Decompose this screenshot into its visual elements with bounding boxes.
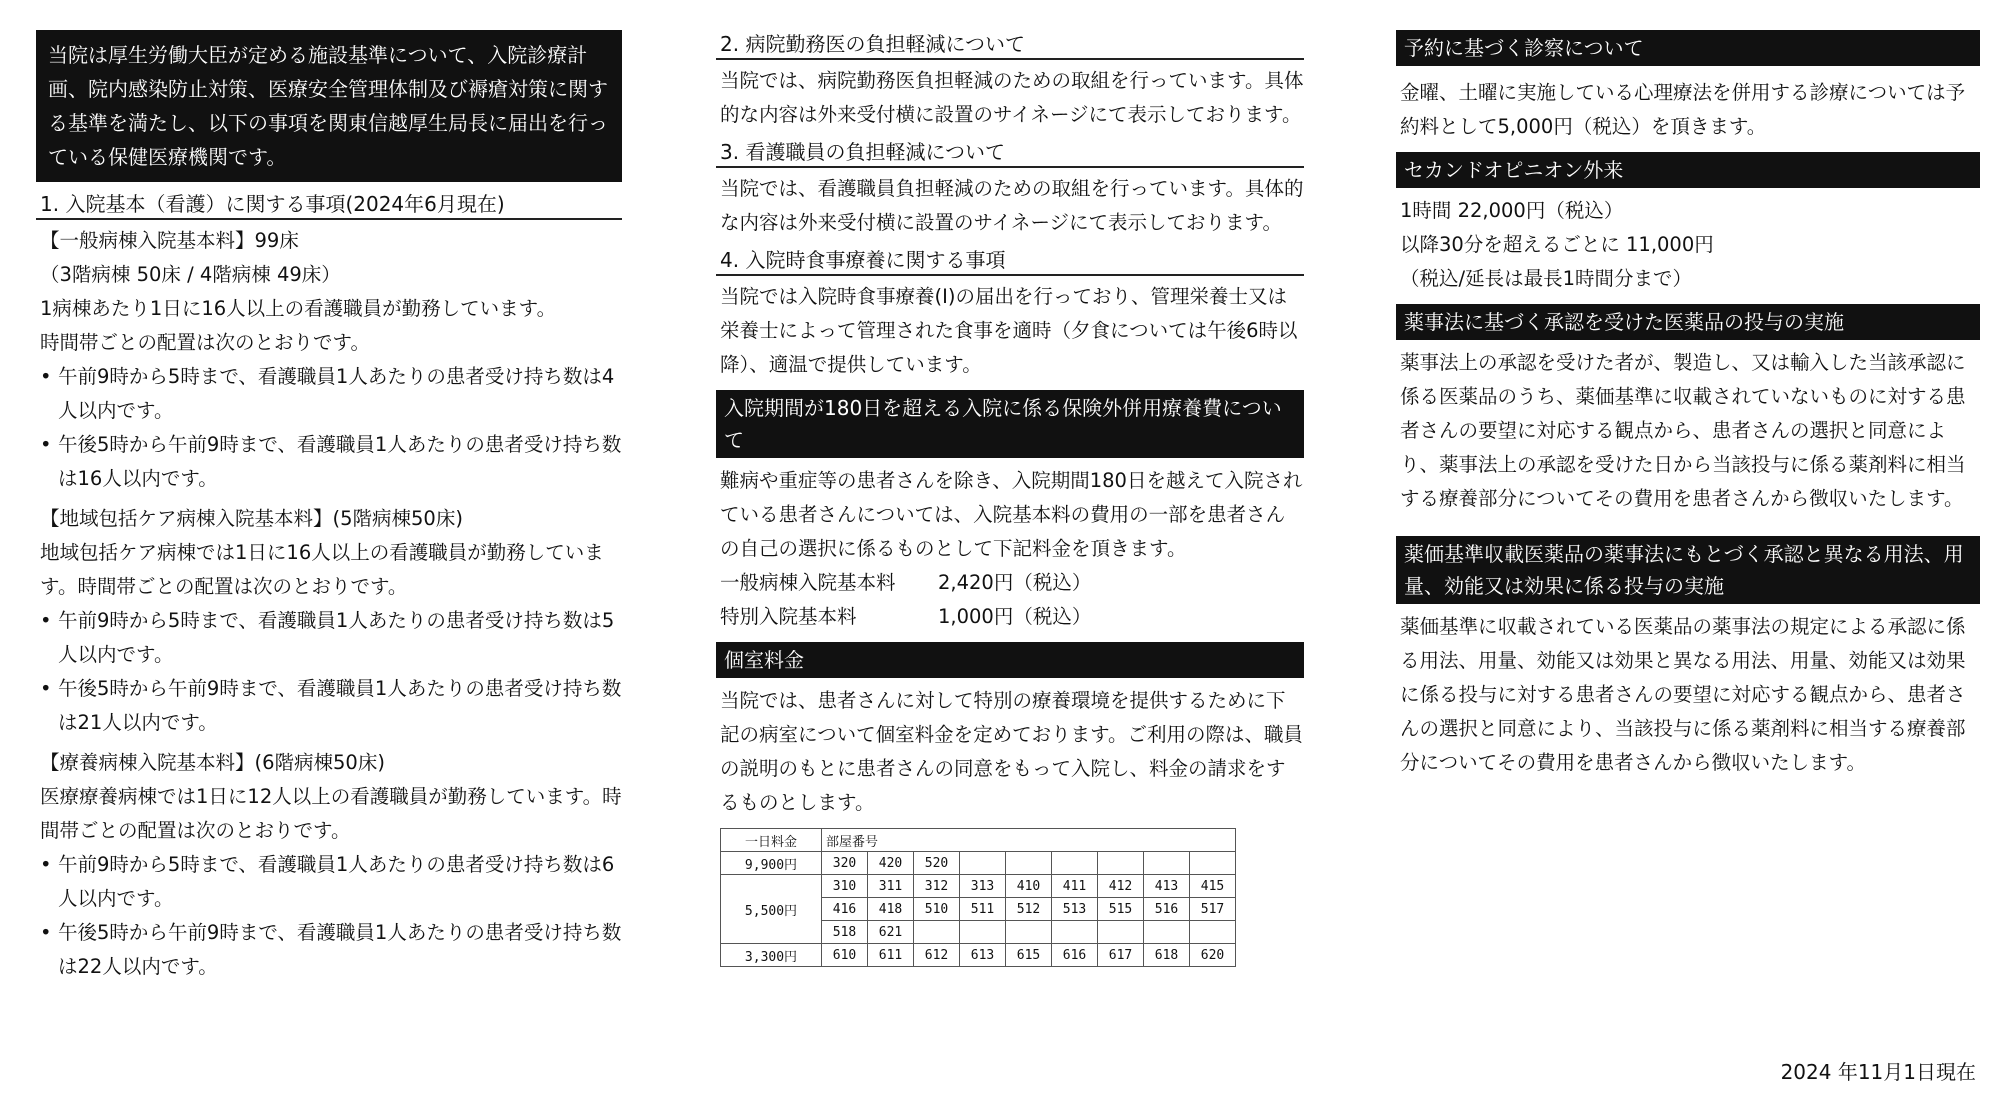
second-opinion-line-1: 1時間 22,000円（税込） bbox=[1400, 199, 1624, 222]
room-cell: 612 bbox=[914, 944, 960, 967]
list-item: • 午後5時から午前9時まで、看護職員1人あたりの患者受け持ち数は22人以内です。 bbox=[36, 916, 622, 984]
room-cell bbox=[1006, 852, 1052, 875]
second-opinion-title: セカンドオピニオン外来 bbox=[1396, 152, 1980, 188]
room-cell bbox=[960, 852, 1006, 875]
fee-cell: 3,300円 bbox=[721, 944, 822, 967]
fee-label: 特別入院基本料 bbox=[720, 605, 857, 628]
fee-value: 2,420円（税込） bbox=[938, 571, 1092, 594]
room-cell: 618 bbox=[1144, 944, 1190, 967]
general-ward-desc: 1病棟あたり1日に16人以上の看護職員が勤務しています。 bbox=[40, 297, 557, 320]
private-room-title: 個室料金 bbox=[716, 642, 1304, 678]
fee-row-general bbox=[716, 566, 1304, 600]
room-cell: 510 bbox=[914, 898, 960, 921]
fee-cell: 5,500円 bbox=[721, 875, 822, 944]
fee-row-special bbox=[716, 600, 1304, 634]
header-fee: 一日料金 bbox=[721, 829, 822, 852]
room-cell: 513 bbox=[1052, 898, 1098, 921]
room-cell bbox=[1006, 921, 1052, 944]
table-row bbox=[721, 944, 1236, 967]
section-3-title: 3. 看護職員の負担軽減について bbox=[716, 138, 1304, 168]
room-cell: 511 bbox=[960, 898, 1006, 921]
room-cell: 313 bbox=[960, 875, 1006, 898]
list-item: • 午前9時から5時まで、看護職員1人あたりの患者受け持ち数は4人以内です。 bbox=[36, 360, 622, 428]
room-cell bbox=[1052, 921, 1098, 944]
room-cell: 515 bbox=[1098, 898, 1144, 921]
community-care-desc: 地域包括ケア病棟では1日に16人以上の看護職員が勤務しています。時間帯ごとの配置は次のとおりです。 bbox=[40, 541, 604, 598]
recuperation-ward-heading: 【療養病棟入院基本料】(6階病棟50床) bbox=[40, 751, 385, 774]
room-cell: 617 bbox=[1098, 944, 1144, 967]
room-cell: 413 bbox=[1144, 875, 1190, 898]
list-item: • 午前9時から5時まで、看護職員1人あたりの患者受け持ち数は5人以内です。 bbox=[36, 604, 622, 672]
off-label-drug-text: 薬価基準に収載されている医薬品の薬事法の規定による承認に係る用法、用量、効能又は効果と異なる用法、用量、効能又は効果に係る投与に対する患者さんの要望に対応する観点から、患者さんの選択と同意により、当該投与に係る薬剤料に相当する療養部分についてその費用を患者さんから徴収いたします。 bbox=[1400, 615, 1966, 774]
fee-cell: 9,900円 bbox=[721, 852, 822, 875]
room-cell: 416 bbox=[822, 898, 868, 921]
general-ward-list bbox=[36, 360, 622, 496]
list-item: • 午後5時から午前9時まで、看護職員1人あたりの患者受け持ち数は21人以内です。 bbox=[36, 672, 622, 740]
fee-label: 一般病棟入院基本料 bbox=[720, 571, 896, 594]
recuperation-ward-desc: 医療療養病棟では1日に12人以上の看護職員が勤務しています。時間帯ごとの配置は次のとおりです。 bbox=[40, 785, 622, 842]
room-cell: 410 bbox=[1006, 875, 1052, 898]
room-cell bbox=[1098, 921, 1144, 944]
room-cell bbox=[914, 921, 960, 944]
second-opinion-line-2: 以降30分を超えるごとに 11,000円 bbox=[1400, 233, 1714, 256]
room-cell: 615 bbox=[1006, 944, 1052, 967]
room-cell: 320 bbox=[822, 852, 868, 875]
intro-notice: 当院は厚生労働大臣が定める施設基準について、入院診療計画、院内感染防止対策、医療安全管理体制及び褥瘡対策に関する基準を満たし、以下の事項を関東信越厚生局長に届出を行っている保健医療機関です。 bbox=[36, 30, 622, 182]
second-opinion-line-3: （税込/延長は最長1時間分まで） bbox=[1400, 267, 1692, 290]
room-cell: 312 bbox=[914, 875, 960, 898]
column-left bbox=[36, 30, 622, 984]
table-row bbox=[721, 852, 1236, 875]
reservation-text: 金曜、土曜に実施している心理療法を併用する診療については予約料として5,000円（税込）を頂きます。 bbox=[1400, 81, 1966, 138]
long-stay-title: 入院期間が180日を超える入院に係る保険外併用療養費について bbox=[716, 390, 1304, 458]
column-right bbox=[1396, 30, 1980, 780]
off-label-drug-title: 薬価基準収載医薬品の薬事法にもとづく承認と異なる用法、用量、効能又は効果に係る投与の実施 bbox=[1396, 536, 1980, 604]
list-item: • 午後5時から午前9時まで、看護職員1人あたりの患者受け持ち数は16人以内です。 bbox=[36, 428, 622, 496]
room-cell: 611 bbox=[868, 944, 914, 967]
header-rooms: 部屋番号 bbox=[822, 829, 1236, 852]
room-cell: 411 bbox=[1052, 875, 1098, 898]
room-cell: 418 bbox=[868, 898, 914, 921]
room-cell: 311 bbox=[868, 875, 914, 898]
long-stay-text: 難病や重症等の患者さんを除き、入院期間180日を越えて入院されている患者さんについては、入院基本料の費用の一部を患者さんの自己の選択に係るものとして下記料金を頂きます。 bbox=[720, 469, 1303, 560]
room-cell bbox=[1098, 852, 1144, 875]
room-cell: 517 bbox=[1190, 898, 1236, 921]
section-4-title: 4. 入院時食事療養に関する事項 bbox=[716, 246, 1304, 276]
column-middle bbox=[716, 30, 1304, 967]
room-cell: 620 bbox=[1190, 944, 1236, 967]
section-1-title: 1. 入院基本（看護）に関する事項(2024年6月現在) bbox=[36, 190, 622, 220]
room-cell: 415 bbox=[1190, 875, 1236, 898]
room-cell: 512 bbox=[1006, 898, 1052, 921]
room-cell: 616 bbox=[1052, 944, 1098, 967]
private-room-text: 当院では、患者さんに対して特別の療養環境を提供するために下記の病室について個室料金を定めております。ご利用の際は、職員の説明のもとに患者さんの同意をもって入院し、料金の請求をするものとします。 bbox=[720, 689, 1304, 814]
fee-value: 1,000円（税込） bbox=[938, 605, 1092, 628]
room-cell bbox=[1052, 852, 1098, 875]
room-cell: 613 bbox=[960, 944, 1006, 967]
approved-drug-text: 薬事法上の承認を受けた者が、製造し、又は輸入した当該承認に係る医薬品のうち、薬価基準に収載されていないものに対する患者さんの要望に対応する観点から、患者さんの選択と同意により、薬事法上の承認を受けた日から当該投与に係る薬剤料に相当する療養部分についてその費用を患者さんから徴収いたします。 bbox=[1400, 351, 1966, 510]
table-header-row bbox=[721, 829, 1236, 852]
room-cell: 621 bbox=[868, 921, 914, 944]
list-item: • 午前9時から5時まで、看護職員1人あたりの患者受け持ち数は6人以内です。 bbox=[36, 848, 622, 916]
section-3-text: 当院では、看護職員負担軽減のための取組を行っています。具体的な内容は外来受付横に設置のサイネージにて表示しております。 bbox=[720, 177, 1304, 234]
section-2-text: 当院では、病院勤務医負担軽減のための取組を行っています。具体的な内容は外来受付横に設置のサイネージにて表示しております。 bbox=[720, 69, 1304, 126]
recuperation-ward-list bbox=[36, 848, 622, 984]
room-cell: 520 bbox=[914, 852, 960, 875]
table-row bbox=[721, 875, 1236, 898]
room-cell bbox=[1190, 852, 1236, 875]
community-care-list bbox=[36, 604, 622, 740]
community-care-heading: 【地域包括ケア病棟入院基本料】(5階病棟50床) bbox=[40, 507, 463, 530]
room-cell: 518 bbox=[822, 921, 868, 944]
general-ward-heading: 【一般病棟入院基本料】99床 bbox=[40, 229, 299, 252]
approved-drug-title: 薬事法に基づく承認を受けた医薬品の投与の実施 bbox=[1396, 304, 1980, 340]
room-cell bbox=[1144, 852, 1190, 875]
section-2-title: 2. 病院勤務医の負担軽減について bbox=[716, 30, 1304, 60]
room-cell: 310 bbox=[822, 875, 868, 898]
reservation-title: 予約に基づく診察について bbox=[1396, 30, 1980, 66]
effective-date: 2024 年11月1日現在 bbox=[1780, 1060, 1976, 1084]
room-cell: 412 bbox=[1098, 875, 1144, 898]
general-ward-desc-2: 時間帯ごとの配置は次のとおりです。 bbox=[40, 331, 370, 354]
room-cell: 516 bbox=[1144, 898, 1190, 921]
room-cell: 420 bbox=[868, 852, 914, 875]
general-ward-beds: （3階病棟 50床 / 4階病棟 49床） bbox=[40, 263, 341, 286]
room-cell bbox=[1190, 921, 1236, 944]
room-fee-table bbox=[720, 828, 1236, 967]
room-cell bbox=[1144, 921, 1190, 944]
section-4-text: 当院では入院時食事療養(Ⅰ)の届出を行っており、管理栄養士又は栄養士によって管理された食事を適時（夕食については午後6時以降）、適温で提供しています。 bbox=[720, 285, 1298, 376]
room-cell: 610 bbox=[822, 944, 868, 967]
room-cell bbox=[960, 921, 1006, 944]
